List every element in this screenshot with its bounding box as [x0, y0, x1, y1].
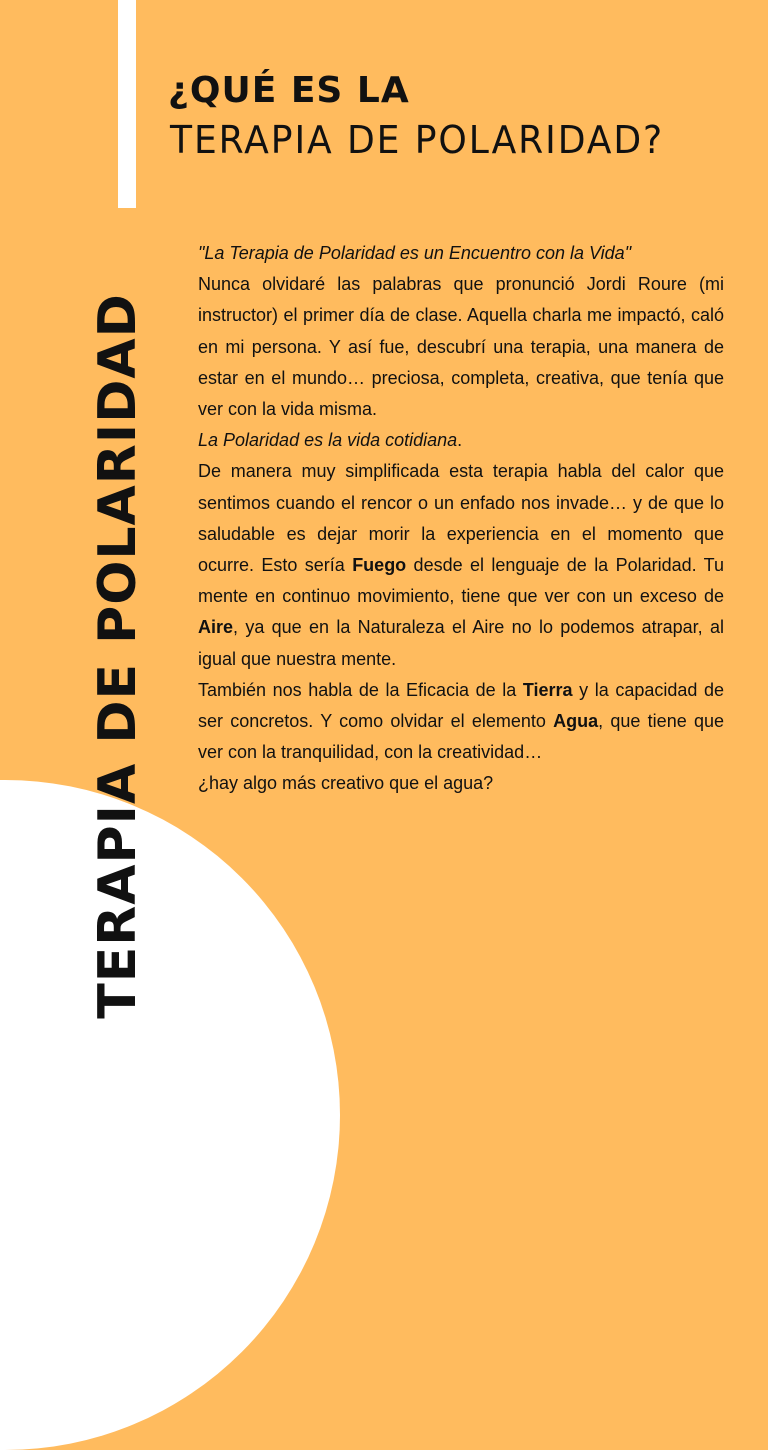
- article-paragraph-4: [198, 675, 724, 769]
- accent-bar: [118, 0, 136, 208]
- article-paragraph-2: [198, 425, 724, 456]
- page-title-line2: TERAPIA DE POLARIDAD?: [170, 118, 665, 162]
- italic-statement: La Polaridad es la vida cotidiana: [198, 430, 458, 451]
- p3-text-a: De manera muy simplificada esta terapia habla del calor que sentimos cuando el rencor o un enfado nos invade… y de que lo saludable es dejar morir la experiencia en el momento que ocurre. Esto sería: [198, 461, 724, 576]
- article-paragraph-1: Nunca olvidaré las palabras que pronunció Jordi Roure (mi instructor) el primer día de clase. Aquella charla me impactó, caló en mi persona. Y así fue, descubrí una terapia, una manera de estar en el mundo… preciosa, completa, creativa, que tenía que ver con la vida misma.: [198, 274, 724, 420]
- element-tierra: Tierra: [522, 679, 573, 700]
- page-title-line1: ¿QUÉ ES LA: [168, 70, 410, 111]
- article-body: [198, 238, 724, 800]
- element-agua: Agua: [553, 711, 599, 732]
- p3-text-c: , ya que en la Naturaleza el Aire no lo podemos atrapar, al igual que nuestra mente.: [198, 617, 724, 669]
- article-paragraph-3: [198, 456, 724, 674]
- p4-text-c: , que tiene que ver con la tranquilidad, con la creatividad…: [198, 711, 724, 763]
- article-closing-question: ¿hay algo más creativo que el agua?: [198, 773, 494, 794]
- decorative-circle: [0, 780, 340, 1450]
- article-quote: "La Terapia de Polaridad es un Encuentro con la Vida": [198, 243, 632, 263]
- italic-statement-end: .: [457, 430, 463, 451]
- element-aire: Aire: [198, 617, 234, 638]
- p4-text-b: y la capacidad de ser concretos. Y como olvidar el elemento: [198, 679, 724, 732]
- vertical-side-title: TERAPIA DE POLARIDAD: [88, 293, 148, 1019]
- element-fuego: Fuego: [352, 555, 407, 576]
- p3-text-b: desde el lenguaje de la Polaridad. Tu mente en continuo movimiento, tiene que ver con un exceso de: [198, 555, 725, 607]
- p4-text-a: También nos habla de la Eficacia de la: [198, 679, 523, 700]
